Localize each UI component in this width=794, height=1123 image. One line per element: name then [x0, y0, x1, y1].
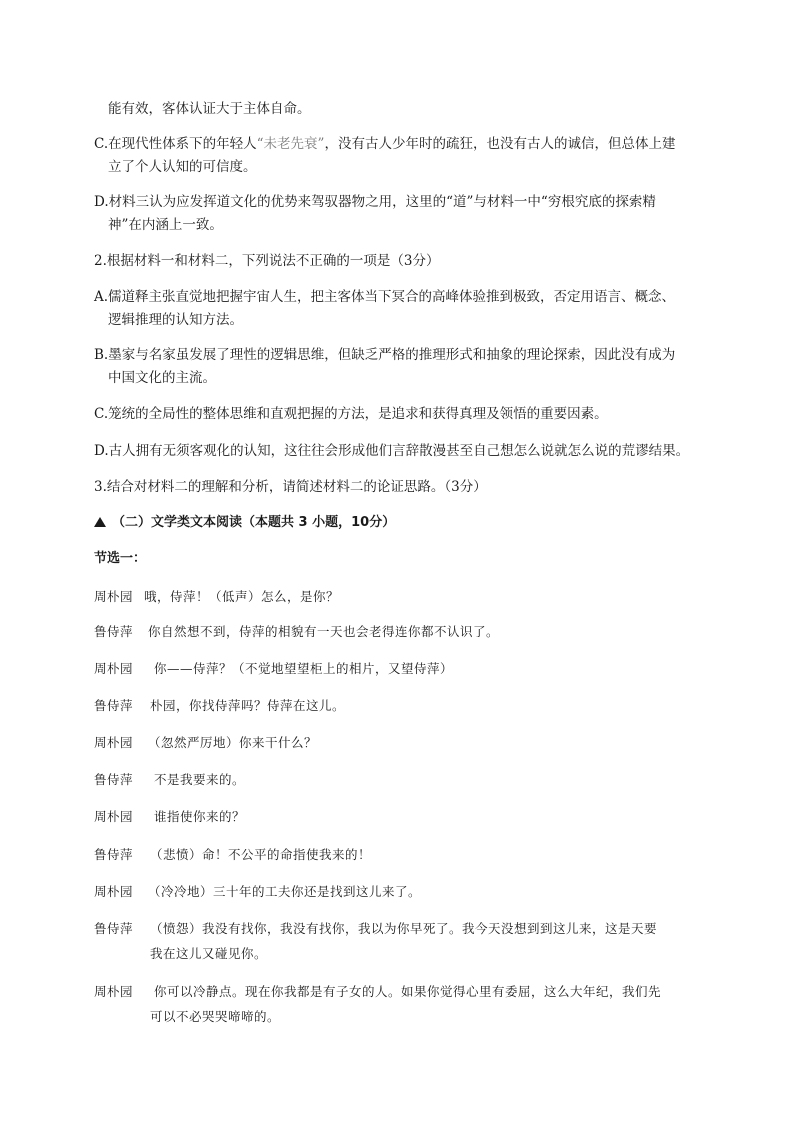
dialogue-line: （忽然严厉地）你来干什么？ [148, 735, 318, 750]
speaker: 鲁侍萍 [94, 698, 134, 713]
triangle-icon [94, 517, 106, 527]
q2-option-c: C.笼统的全局性的整体思维和直观把握的方法，是追求和获得真理及领悟的重要因素。 [94, 406, 608, 422]
dialogue-line: （愤怨）我没有找你，我没有找你，我以为你早死了。我今天没想到到这儿来，这是天要 [150, 921, 658, 936]
option-c-quote: “未老先衰” [256, 136, 325, 152]
dialogue-line-cont: 我在这儿又碰见你。 [150, 946, 268, 961]
dialogue-line: 谁指使你来的？ [154, 809, 246, 824]
q2-option-a-line2: 逻辑推理的认知方法。 [108, 312, 243, 328]
question-2: 2.根据材料一和材料二，下列说法不正确的一项是（3分） [94, 253, 440, 269]
q2-option-b-line1: B.墨家与名家虽发展了理性的逻辑思维，但缺乏严格的推理形式和抽象的理论探索，因此没有成为 [94, 347, 676, 363]
option-c [94, 133, 675, 155]
q2-option-b-line2: 中国文化的主流。 [108, 370, 216, 386]
option-b-tail: 能有效，客体认证大于主体自命。 [108, 101, 311, 117]
dialogue-line: 你——侍萍？（不觉地望望柜上的相片，又望侍萍） [154, 661, 454, 676]
dialogue-line: 你自然想不到，侍萍的相貌有一天也会老得连你都不认识了。 [148, 624, 500, 639]
speaker: 周朴园 [94, 984, 134, 999]
option-c-prefix: C.在现代性体系下的年轻人 [94, 136, 257, 152]
speaker: 周朴园 [94, 735, 134, 750]
speaker: 鲁侍萍 [94, 921, 134, 936]
dialogue-line: （冷冷地）三十年的工夫你还是找到这儿来了。 [148, 884, 422, 899]
dialogue-line: 哦，侍萍！（低声）怎么，是你？ [144, 589, 340, 604]
section-heading-text: （二）文学类文本阅读（本题共 3 小题，10分） [112, 515, 396, 530]
dialogue-line: 不是我要来的。 [154, 772, 246, 787]
dialogue-line: （悲愤）命！不公平的命指使我来的！ [150, 847, 372, 862]
excerpt-label: 节选一： [94, 551, 147, 566]
speaker: 周朴园 [94, 884, 134, 899]
speaker: 鲁侍萍 [94, 772, 134, 787]
q2-option-a-line1: A.儒道释主张直觉地把握宇宙人生，把主客体当下冥合的高峰体验推到极致，否定用语言、概念、 [94, 289, 676, 305]
option-c-line2: 立了个人认知的可信度。 [108, 159, 257, 175]
dialogue-line-cont: 可以不必哭哭啼啼的。 [150, 1009, 281, 1024]
option-d-line1: D.材料三认为应发挥道文化的优势来驾驭器物之用，这里的“道”与材料一中“穷根究底的探索精 [94, 194, 656, 210]
option-c-rest: ，没有古人少年时的疏狂，也没有古人的诚信，但总体上建 [324, 136, 676, 152]
q2-option-d: D.古人拥有无须客观化的认知，这往往会形成他们言辞散漫甚至自己想怎么说就怎么说的荒谬结果。 [94, 443, 690, 459]
dialogue-line: 朴园，你找侍萍吗？侍萍在这儿。 [150, 698, 346, 713]
question-3: 3.结合对材料二的理解和分析，请简述材料二的论证思路。（3分） [94, 479, 487, 495]
dialogue-line: 你可以冷静点。现在你我都是有子女的人。如果你觉得心里有委屈，这么大年纪，我们先 [154, 984, 662, 999]
speaker: 周朴园 [94, 589, 134, 604]
speaker: 鲁侍萍 [94, 847, 134, 862]
section-heading [94, 512, 395, 534]
option-d-line2: 神”在内涵上一致。 [108, 217, 223, 233]
speaker: 周朴园 [94, 661, 134, 676]
speaker: 周朴园 [94, 809, 134, 824]
speaker: 鲁侍萍 [94, 624, 134, 639]
